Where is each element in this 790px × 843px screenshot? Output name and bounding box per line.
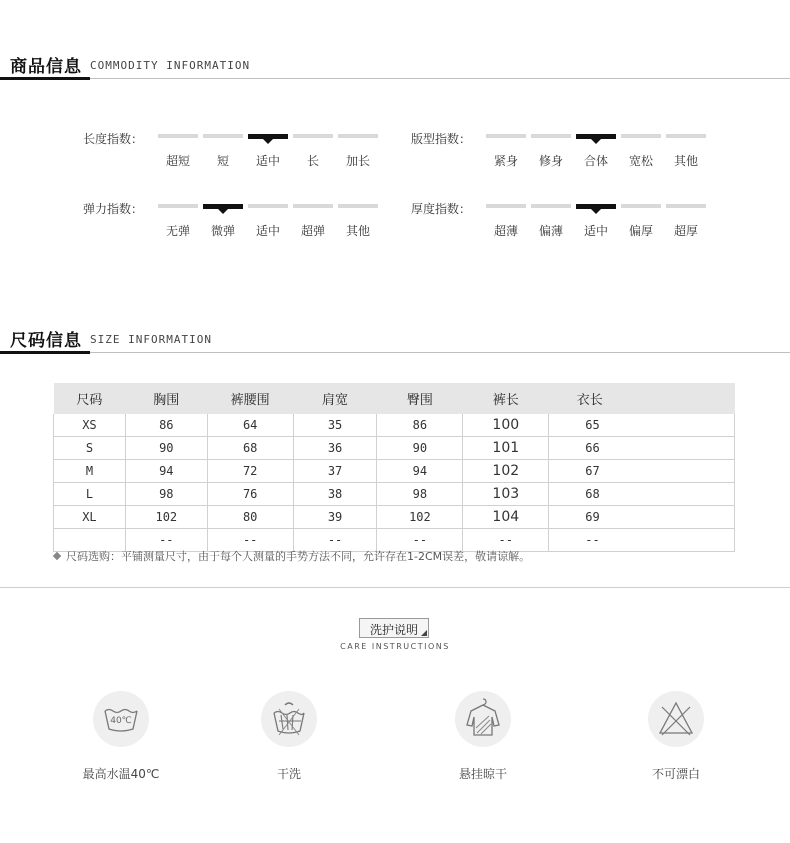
index-bar <box>293 134 333 138</box>
index-bar <box>203 134 243 138</box>
index-bar-selected <box>248 134 288 139</box>
size-table-cell: 103 <box>463 483 549 506</box>
commodity-title-en: COMMODITY INFORMATION <box>90 59 251 72</box>
wash-temp-text: 40℃ <box>110 716 132 726</box>
index-option: 合体 <box>583 154 608 168</box>
size-table-cell: 65 <box>549 414 735 437</box>
index-bar <box>338 204 378 208</box>
index-option: 其他 <box>673 154 698 168</box>
size-table-cell: 76 <box>207 483 293 506</box>
size-table-cell: 64 <box>207 414 293 437</box>
care-title-badge <box>359 618 429 638</box>
size-table-row <box>54 506 735 529</box>
size-table-cell: 102 <box>125 506 207 529</box>
size-table-row <box>54 483 735 506</box>
care-title-en: CARE INSTRUCTIONS <box>340 642 450 651</box>
size-table-cell: 72 <box>207 460 293 483</box>
size-table-cell: 36 <box>293 437 377 460</box>
index-bar <box>486 204 526 208</box>
section-rule-accent <box>0 77 90 80</box>
commodity-title-cn: 商品信息 <box>10 57 82 77</box>
index-bar <box>666 204 706 208</box>
index-option: 适中 <box>255 224 280 238</box>
size-table-cell: XL <box>54 506 126 529</box>
size-table-cell: 68 <box>549 483 735 506</box>
header-waist: 裤腰围 <box>207 383 293 414</box>
index-option: 微弹 <box>210 224 235 238</box>
index-bar <box>338 134 378 138</box>
index-option: 超厚 <box>673 224 698 238</box>
index-label: 长度指数： <box>83 132 144 146</box>
index-bar <box>621 134 661 138</box>
section-rule-accent <box>0 351 90 354</box>
size-table-cell: S <box>54 437 126 460</box>
size-table-cell: 90 <box>377 437 463 460</box>
index-bar <box>531 134 571 138</box>
care-label-hang-dry: 悬挂晾干 <box>458 767 507 781</box>
size-table-cell: 98 <box>125 483 207 506</box>
size-table-cell: 69 <box>549 506 735 529</box>
size-table-cell: 98 <box>377 483 463 506</box>
index-bar <box>486 134 526 138</box>
size-table-cell: -- <box>293 529 377 552</box>
size-table-cell: 102 <box>463 460 549 483</box>
section-rule <box>0 78 790 79</box>
care-label-dry-clean: 干洗 <box>276 767 301 781</box>
header-hip: 臀围 <box>377 383 463 414</box>
size-table-cell: 101 <box>463 437 549 460</box>
size-table <box>53 383 735 552</box>
index-label: 版型指数： <box>411 132 472 146</box>
header-top-length: 衣长 <box>549 383 735 414</box>
index-option: 长 <box>306 154 319 168</box>
size-table-cell: L <box>54 483 126 506</box>
size-title-en: SIZE INFORMATION <box>90 333 212 346</box>
index-bar <box>158 134 198 138</box>
size-note-text: 尺码选购：平铺测量尺寸，由于每个人测量的手势方法不同，允许存在1-2CM误差，敬请谅解。 <box>66 550 531 563</box>
size-table-cell: 66 <box>549 437 735 460</box>
size-table-row <box>54 460 735 483</box>
size-table-cell: XS <box>54 414 126 437</box>
index-option: 修身 <box>538 154 563 168</box>
index-bar <box>293 204 333 208</box>
size-table-cell: 86 <box>377 414 463 437</box>
hang-dry-icon <box>455 691 511 747</box>
wash-40c-icon <box>93 691 149 747</box>
size-table-cell: 90 <box>125 437 207 460</box>
size-table-cell: 68 <box>207 437 293 460</box>
index-bar <box>621 204 661 208</box>
index-bar-selected <box>203 204 243 209</box>
index-bar <box>158 204 198 208</box>
size-table-cell: 86 <box>125 414 207 437</box>
size-title-cn: 尺码信息 <box>10 331 82 351</box>
index-option: 紧身 <box>493 154 518 168</box>
index-label: 弹力指数： <box>83 202 144 216</box>
section-rule <box>0 352 790 353</box>
size-table-cell: 80 <box>207 506 293 529</box>
index-option: 无弹 <box>165 224 190 238</box>
index-option: 短 <box>216 154 229 168</box>
care-title-cn: 洗护说明 <box>369 623 418 637</box>
header-chest: 胸围 <box>125 383 207 414</box>
header-shoulder: 肩宽 <box>293 383 377 414</box>
size-table-cell: -- <box>463 529 549 552</box>
size-table-cell: -- <box>125 529 207 552</box>
index-bar-selected <box>576 204 616 209</box>
size-table-row <box>54 437 735 460</box>
index-option: 宽松 <box>628 154 653 168</box>
size-note <box>54 548 530 564</box>
size-table-cell: 102 <box>377 506 463 529</box>
section-divider <box>0 587 790 588</box>
index-bar <box>248 204 288 208</box>
size-table-cell: 100 <box>463 414 549 437</box>
size-table-cell: M <box>54 460 126 483</box>
index-option: 偏薄 <box>538 224 563 238</box>
size-table-row <box>54 414 735 437</box>
size-table-header-row <box>54 383 735 414</box>
diamond-bullet-icon <box>53 552 61 560</box>
no-bleach-icon <box>648 691 704 747</box>
size-table-cell: 94 <box>377 460 463 483</box>
header-size: 尺码 <box>54 383 126 414</box>
size-table-cell: 38 <box>293 483 377 506</box>
size-section-header <box>0 322 790 354</box>
index-option: 偏厚 <box>628 224 653 238</box>
care-label-wash: 最高水温40℃ <box>82 767 160 781</box>
size-table-cell: -- <box>549 529 735 552</box>
index-option: 超短 <box>165 154 190 168</box>
size-table-cell: 35 <box>293 414 377 437</box>
size-table-cell: 94 <box>125 460 207 483</box>
index-bar-selected <box>576 134 616 139</box>
size-table-cell: -- <box>207 529 293 552</box>
size-table-cell: 67 <box>549 460 735 483</box>
index-option: 适中 <box>255 154 280 168</box>
care-label-no-bleach: 不可漂白 <box>651 767 700 781</box>
size-table-cell: -- <box>377 529 463 552</box>
dry-clean-icon <box>261 691 317 747</box>
size-table-cell: 39 <box>293 506 377 529</box>
size-table-cell: 104 <box>463 506 549 529</box>
index-option: 超薄 <box>493 224 518 238</box>
index-option: 其他 <box>345 224 370 238</box>
header-pants-length: 裤长 <box>463 383 549 414</box>
commodity-section-header <box>0 48 790 80</box>
index-option: 超弹 <box>300 224 325 238</box>
index-bar <box>666 134 706 138</box>
index-bar <box>531 204 571 208</box>
index-option: 适中 <box>583 224 608 238</box>
index-label: 厚度指数： <box>411 202 472 216</box>
size-table-cell: 37 <box>293 460 377 483</box>
index-option: 加长 <box>345 154 370 168</box>
